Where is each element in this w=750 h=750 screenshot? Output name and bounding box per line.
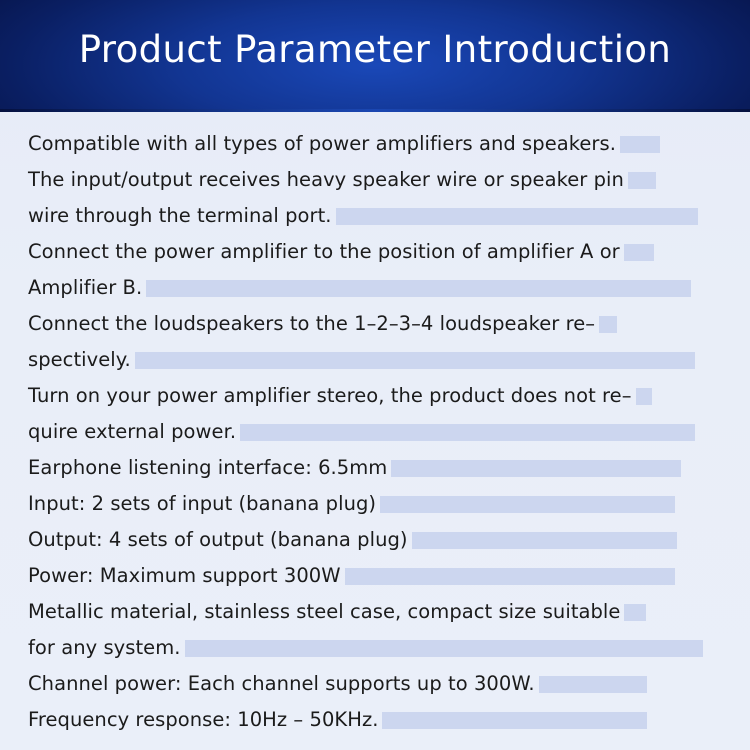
parameter-line [28, 630, 724, 666]
parameter-line [28, 342, 724, 378]
line-highlight-bar [599, 316, 617, 333]
parameter-paragraph [28, 126, 724, 162]
parameter-paragraph [28, 486, 724, 522]
parameter-line [28, 234, 724, 270]
parameter-text: Input: 2 sets of input (banana plug) [28, 492, 377, 515]
parameter-line [28, 594, 724, 630]
parameter-line [28, 126, 724, 162]
parameter-paragraph [28, 666, 724, 702]
parameter-paragraph [28, 378, 724, 450]
paragraph-container [28, 126, 724, 738]
page-title: Product Parameter Introduction [78, 28, 672, 71]
parameter-text: Earphone listening interface: 6.5mm [28, 456, 388, 479]
parameter-line [28, 450, 724, 486]
line-highlight-bar [240, 424, 695, 441]
parameter-text: Compatible with all types of power amplifiers and speakers. [28, 132, 616, 155]
line-highlight-bar [345, 568, 675, 585]
line-highlight-bar [624, 244, 654, 261]
parameter-text: Turn on your power amplifier stereo, the product does not re– [28, 384, 632, 407]
parameter-paragraph [28, 558, 724, 594]
parameter-line [28, 414, 724, 450]
parameter-text: Amplifier B. [28, 276, 143, 299]
parameter-paragraph [28, 162, 724, 234]
line-highlight-bar [336, 208, 698, 225]
parameter-text: Power: Maximum support 300W [28, 564, 341, 587]
parameter-line [28, 378, 724, 414]
line-highlight-bar [391, 460, 681, 477]
line-highlight-bar [620, 136, 660, 153]
parameter-line [28, 702, 724, 738]
page-header [0, 0, 750, 112]
line-highlight-bar [636, 388, 652, 405]
parameter-text: spectively. [28, 348, 131, 371]
parameter-text: Output: 4 sets of output (banana plug) [28, 528, 408, 551]
parameter-line [28, 270, 724, 306]
parameter-text: Channel power: Each channel supports up to 300W. [28, 672, 535, 695]
parameter-line [28, 666, 724, 702]
parameter-text: wire through the terminal port. [28, 204, 332, 227]
parameter-text: Connect the power amplifier to the position of amplifier A or [28, 240, 620, 263]
parameter-line [28, 558, 724, 594]
parameter-text: for any system. [28, 636, 181, 659]
parameter-line [28, 198, 724, 234]
parameter-list [0, 112, 750, 738]
parameter-line [28, 486, 724, 522]
line-highlight-bar [185, 640, 703, 657]
parameter-line [28, 522, 724, 558]
parameter-text: Connect the loudspeakers to the 1–2–3–4 loudspeaker re– [28, 312, 596, 335]
parameter-text: Frequency response: 10Hz – 50KHz. [28, 708, 379, 731]
parameter-text: Metallic material, stainless steel case, compact size suitable [28, 600, 621, 623]
parameter-text: The input/output receives heavy speaker wire or speaker pin [28, 168, 624, 191]
parameter-paragraph [28, 306, 724, 378]
parameter-paragraph [28, 522, 724, 558]
parameter-line [28, 306, 724, 342]
line-highlight-bar [135, 352, 695, 369]
parameter-line [28, 162, 724, 198]
line-highlight-bar [539, 676, 647, 693]
parameter-paragraph [28, 594, 724, 666]
parameter-text: quire external power. [28, 420, 237, 443]
line-highlight-bar [146, 280, 691, 297]
line-highlight-bar [628, 172, 656, 189]
parameter-paragraph [28, 702, 724, 738]
parameter-paragraph [28, 234, 724, 306]
line-highlight-bar [624, 604, 646, 621]
parameter-paragraph [28, 450, 724, 486]
line-highlight-bar [412, 532, 677, 549]
line-highlight-bar [382, 712, 647, 729]
line-highlight-bar [380, 496, 675, 513]
